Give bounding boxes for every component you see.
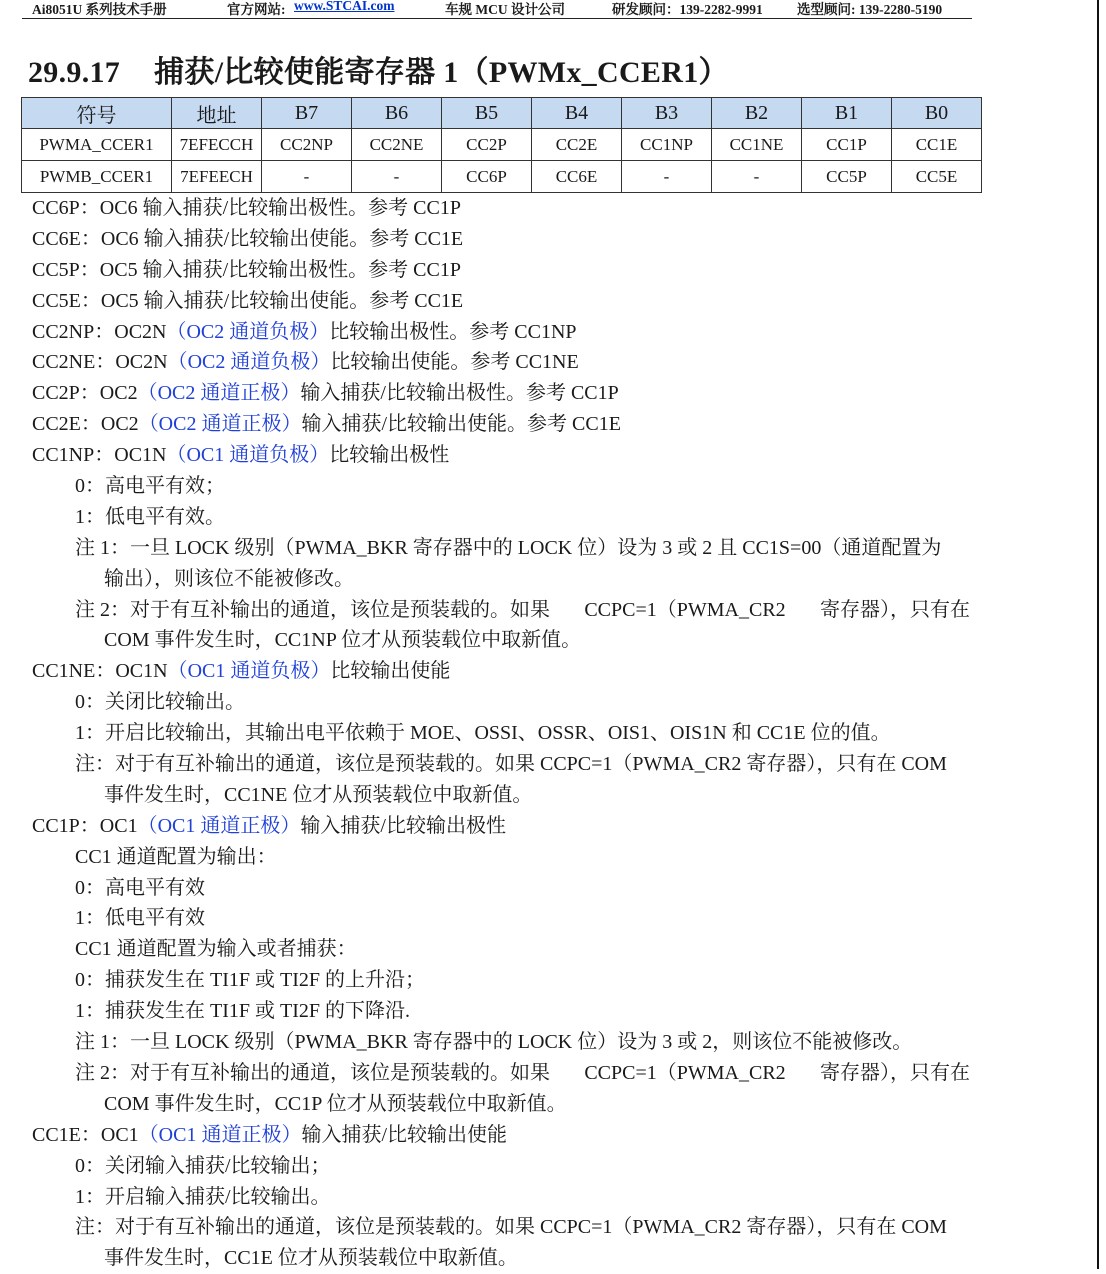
text-run: CCPC=1（PWMA_CR2 — [584, 598, 786, 621]
table-cell: CC6P — [442, 161, 532, 193]
page-header — [22, 0, 972, 19]
text-line — [32, 1058, 992, 1089]
text-run: CC1P：OC1 — [32, 814, 138, 837]
channel-note: （OC2 通道负极） — [167, 351, 331, 374]
text-line: 注 1：一旦 LOCK 级别（PWMA_BKR 寄存器中的 LOCK 位）设为 3 或 2，则该位不能被修改。 — [75, 1031, 913, 1054]
text-line: 注 1：一旦 LOCK 级别（PWMA_BKR 寄存器中的 LOCK 位）设为 3 或 2 且 CC1S=00（通道配置为 — [75, 536, 942, 559]
text-line: 事件发生时，CC1NE 位才从预装载位中取新值。 — [104, 783, 533, 806]
text-line: 0：关闭比较输出。 — [75, 691, 245, 714]
table-cell: CC1NP — [622, 129, 712, 161]
channel-note: （OC1 通道负极） — [167, 660, 331, 683]
table-cell: - — [622, 161, 712, 193]
text-line: COM 事件发生时，CC1P 位才从预装载位中取新值。 — [104, 1092, 567, 1115]
text-run: CC1NP：OC1N — [32, 444, 167, 467]
section-number: 29.9.17 — [28, 56, 121, 89]
text-run: 注 2：对于有互补输出的通道，该位是预装载的。如果 — [75, 1061, 550, 1084]
text-run: CC1E：OC1 — [32, 1123, 139, 1146]
channel-note: （OC2 通道正极） — [137, 382, 301, 405]
text-run: CC1NE：OC1N — [32, 660, 168, 683]
text-run: 输入捕获/比较输出使能 — [301, 1123, 508, 1146]
table-cell: CC1E — [892, 129, 982, 161]
selection-consultant: 选型顾问: 139-2280-5190 — [797, 2, 943, 17]
text-line: 1：低电平有效。 — [75, 505, 225, 528]
channel-note: （OC1 通道负极） — [166, 444, 330, 467]
text-line: 0：高电平有效； — [75, 475, 225, 498]
table-cell: CC2NP — [262, 129, 352, 161]
site-link[interactable]: www.STCAI.com — [294, 0, 395, 13]
text-line — [32, 347, 992, 378]
table-row — [22, 161, 982, 193]
header-cell: B3 — [622, 98, 712, 129]
page-border — [1097, 0, 1099, 1269]
text-line: CC1 通道配置为输出： — [75, 845, 277, 868]
table-cell: PWMA_CCER1 — [22, 129, 172, 161]
table-cell: CC5P — [802, 161, 892, 193]
text-run: 比较输出使能。参考 CC1NE — [330, 351, 579, 374]
table-cell: 7EFEECH — [172, 161, 262, 193]
table-cell: CC1NE — [712, 129, 802, 161]
company-name: 车规 MCU 设计公司 — [445, 2, 565, 17]
header-cell: 地址 — [172, 98, 262, 129]
text-line: 事件发生时，CC1E 位才从预装载位中取新值。 — [104, 1247, 518, 1270]
text-line: 输出），则该位不能被修改。 — [104, 567, 354, 590]
text-line: 1：开启比较输出，其输出电平依赖于 MOE、OSSI、OSSR、OIS1、OIS1N 和 CC1E 位的值。 — [75, 722, 891, 745]
text-run: CC2NP：OC2N — [32, 320, 167, 343]
text-line — [32, 409, 992, 440]
header-cell: B1 — [802, 98, 892, 129]
rd-consultant: 研发顾问：139-2282-9991 — [612, 2, 763, 17]
table-cell: - — [712, 161, 802, 193]
text-line — [32, 440, 992, 471]
text-run: 注 2：对于有互补输出的通道，该位是预装载的。如果 — [75, 598, 550, 621]
text-run: CCPC=1（PWMA_CR2 — [584, 1061, 786, 1084]
text-line: CC5E：OC5 输入捕获/比较输出使能。参考 CC1E — [32, 289, 464, 312]
table-cell: 7EFECCH — [172, 129, 262, 161]
header-cell: B0 — [892, 98, 982, 129]
section-title-text: 捕获/比较使能寄存器 1（PWMx_CCER1） — [154, 56, 729, 89]
text-run: 输入捕获/比较输出极性 — [300, 814, 506, 837]
text-line — [32, 317, 992, 348]
table-row — [22, 129, 982, 161]
text-line: 0：关闭输入捕获/比较输出； — [75, 1154, 331, 1177]
text-line: 0：捕获发生在 TI1F 或 TI2F 的上升沿； — [75, 969, 425, 992]
table-cell: - — [262, 161, 352, 193]
text-line: CC5P：OC5 输入捕获/比较输出极性。参考 CC1P — [32, 258, 461, 281]
text-run: 比较输出使能 — [330, 660, 451, 683]
table-cell: CC2NE — [352, 129, 442, 161]
header-cell: B4 — [532, 98, 622, 129]
channel-note: （OC2 通道负极） — [166, 320, 330, 343]
text-line: CC1 通道配置为输入或者捕获： — [75, 938, 357, 961]
text-line — [32, 595, 992, 626]
header-cell: B5 — [442, 98, 532, 129]
text-line: 注：对于有互补输出的通道，该位是预装载的。如果 CCPC=1（PWMA_CR2 寄存器），只有在 COM — [75, 753, 947, 776]
table-cell: CC6E — [532, 161, 622, 193]
header-cell: B2 — [712, 98, 802, 129]
text-line: 1：低电平有效 — [75, 907, 205, 930]
table-header-row — [22, 98, 982, 129]
text-line: 注：对于有互补输出的通道，该位是预装载的。如果 CCPC=1（PWMA_CR2 寄存器），只有在 COM — [75, 1216, 947, 1239]
text-line — [32, 1120, 992, 1151]
text-run: CC2E：OC2 — [32, 413, 139, 436]
table-cell: CC2E — [532, 129, 622, 161]
text-line: 1：开启输入捕获/比较输出。 — [75, 1185, 331, 1208]
text-run: CC2NE：OC2N — [32, 351, 168, 374]
table-cell: CC2P — [442, 129, 532, 161]
text-run: 寄存器），只有在 — [819, 598, 970, 621]
table-cell: CC1P — [802, 129, 892, 161]
text-line: CC6E：OC6 输入捕获/比较输出使能。参考 CC1E — [32, 227, 464, 250]
channel-note: （OC1 通道正极） — [138, 1123, 302, 1146]
text-line — [32, 811, 992, 842]
header-cell: B6 — [352, 98, 442, 129]
table-cell: CC5E — [892, 161, 982, 193]
text-run: 输入捕获/比较输出极性。参考 CC1P — [300, 382, 619, 405]
text-run: 寄存器），只有在 — [819, 1061, 970, 1084]
table-cell: PWMB_CCER1 — [22, 161, 172, 193]
header-cell: B7 — [262, 98, 352, 129]
table-cell: - — [352, 161, 442, 193]
register-table — [21, 97, 982, 193]
header-cell: 符号 — [22, 98, 172, 129]
text-run: 比较输出极性。参考 CC1NP — [329, 320, 577, 343]
text-line: COM 事件发生时，CC1NP 位才从预装载位中取新值。 — [104, 629, 582, 652]
text-line — [32, 656, 992, 687]
text-line — [32, 378, 992, 409]
text-run: CC2P：OC2 — [32, 382, 138, 405]
channel-note: （OC1 通道正极） — [137, 814, 301, 837]
text-line: 1：捕获发生在 TI1F 或 TI2F 的下降沿. — [75, 1000, 410, 1023]
manual-name: Ai8051U 系列技术手册 — [32, 2, 167, 17]
channel-note: （OC2 通道正极） — [138, 413, 302, 436]
text-run: 输入捕获/比较输出使能。参考 CC1E — [301, 413, 621, 436]
text-line: 0：高电平有效 — [75, 876, 205, 899]
text-line: CC6P：OC6 输入捕获/比较输出极性。参考 CC1P — [32, 197, 461, 219]
register-description — [32, 193, 992, 1274]
section-title — [28, 47, 729, 91]
text-run: 比较输出极性 — [329, 444, 450, 467]
site-label: 官方网站: — [227, 2, 286, 17]
